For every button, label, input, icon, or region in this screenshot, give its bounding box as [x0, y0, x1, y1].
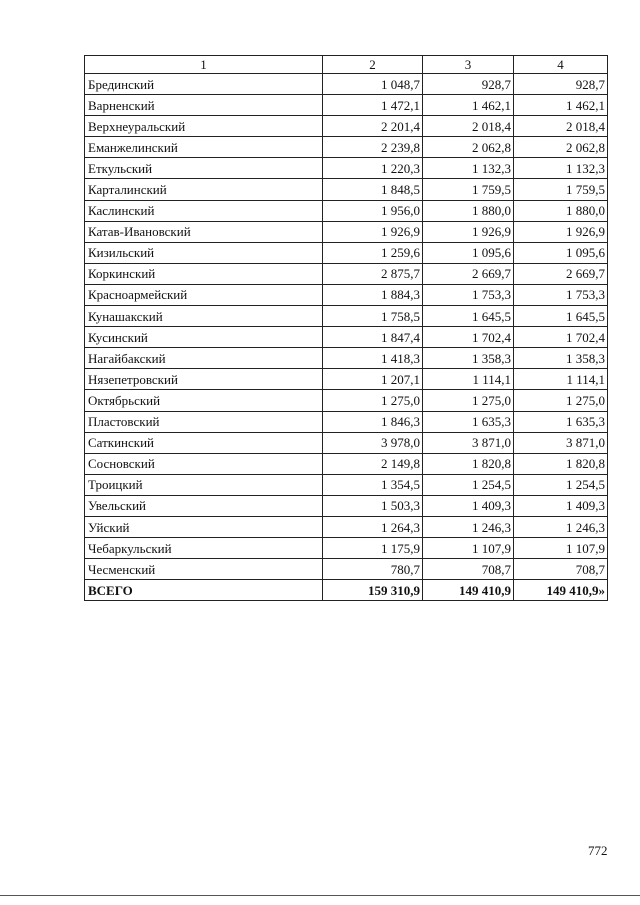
district-name-cell: Верхнеуральский: [85, 116, 323, 137]
value-cell: 780,7: [323, 559, 423, 580]
column-header: 4: [514, 56, 608, 74]
total-value-cell: 159 310,9: [323, 580, 423, 601]
column-header: 3: [423, 56, 514, 74]
value-cell: 1 759,5: [514, 179, 608, 200]
value-cell: 1 753,3: [423, 284, 514, 305]
value-cell: 3 871,0: [423, 432, 514, 453]
table-row: [85, 538, 608, 559]
value-cell: 1 926,9: [423, 221, 514, 242]
column-header: 2: [323, 56, 423, 74]
value-cell: 1 820,8: [514, 453, 608, 474]
value-cell: 1 107,9: [514, 538, 608, 559]
value-cell: 1 462,1: [423, 95, 514, 116]
value-cell: 1 635,3: [514, 411, 608, 432]
value-cell: 1 926,9: [323, 221, 423, 242]
value-cell: 1 759,5: [423, 179, 514, 200]
table-row: [85, 327, 608, 348]
value-cell: 1 472,1: [323, 95, 423, 116]
table-row: [85, 221, 608, 242]
value-cell: 1 645,5: [423, 306, 514, 327]
table-row: [85, 516, 608, 537]
value-cell: 3 871,0: [514, 432, 608, 453]
table-row: [85, 116, 608, 137]
value-cell: 1 095,6: [514, 242, 608, 263]
value-cell: 2 669,7: [514, 263, 608, 284]
table-row: [85, 95, 608, 116]
value-cell: 3 978,0: [323, 432, 423, 453]
district-name-cell: Пластовский: [85, 411, 323, 432]
table-row: [85, 495, 608, 516]
value-cell: 2 018,4: [514, 116, 608, 137]
value-cell: 1 095,6: [423, 242, 514, 263]
value-cell: 2 062,8: [514, 137, 608, 158]
table-row: [85, 158, 608, 179]
table-row: [85, 348, 608, 369]
district-name-cell: Коркинский: [85, 263, 323, 284]
district-name-cell: Варненский: [85, 95, 323, 116]
district-name-cell: Чебаркульский: [85, 538, 323, 559]
value-cell: 708,7: [423, 559, 514, 580]
value-cell: 1 702,4: [514, 327, 608, 348]
value-cell: 2 669,7: [423, 263, 514, 284]
table-body: [85, 74, 608, 601]
value-cell: 708,7: [514, 559, 608, 580]
table-row: [85, 284, 608, 305]
value-cell: 1 275,0: [514, 390, 608, 411]
table-row: [85, 242, 608, 263]
value-cell: 1 880,0: [514, 200, 608, 221]
value-cell: 928,7: [514, 74, 608, 95]
value-cell: 2 149,8: [323, 453, 423, 474]
district-name-cell: Октябрьский: [85, 390, 323, 411]
value-cell: 2 239,8: [323, 137, 423, 158]
value-cell: 1 848,5: [323, 179, 423, 200]
total-row: [85, 580, 608, 601]
total-value-cell: 149 410,9»: [514, 580, 608, 601]
value-cell: 1 820,8: [423, 453, 514, 474]
value-cell: 1 175,9: [323, 538, 423, 559]
value-cell: 1 409,3: [423, 495, 514, 516]
district-name-cell: Еманжелинский: [85, 137, 323, 158]
table-row: [85, 559, 608, 580]
table-row: [85, 390, 608, 411]
value-cell: 1 246,3: [423, 516, 514, 537]
column-header: 1: [85, 56, 323, 74]
district-name-cell: Уйский: [85, 516, 323, 537]
footer-rule: [0, 895, 640, 896]
table-row: [85, 306, 608, 327]
value-cell: 1 275,0: [423, 390, 514, 411]
value-cell: 1 926,9: [514, 221, 608, 242]
table-row: [85, 179, 608, 200]
value-cell: 1 462,1: [514, 95, 608, 116]
data-table: [84, 55, 608, 601]
value-cell: 1 132,3: [423, 158, 514, 179]
value-cell: 1 107,9: [423, 538, 514, 559]
table-row: [85, 474, 608, 495]
value-cell: 1 246,3: [514, 516, 608, 537]
page-number: 772: [588, 843, 608, 858]
value-cell: 2 018,4: [423, 116, 514, 137]
value-cell: 1 358,3: [423, 348, 514, 369]
value-cell: 2 062,8: [423, 137, 514, 158]
table-row: [85, 263, 608, 284]
district-name-cell: Брединский: [85, 74, 323, 95]
district-name-cell: Нязепетровский: [85, 369, 323, 390]
district-name-cell: Саткинский: [85, 432, 323, 453]
district-name-cell: Кунашакский: [85, 306, 323, 327]
value-cell: 1 702,4: [423, 327, 514, 348]
value-cell: 1 259,6: [323, 242, 423, 263]
district-name-cell: Троицкий: [85, 474, 323, 495]
table-row: [85, 453, 608, 474]
value-cell: 1 846,3: [323, 411, 423, 432]
value-cell: 1 358,3: [514, 348, 608, 369]
value-cell: 1 409,3: [514, 495, 608, 516]
table-row: [85, 411, 608, 432]
district-name-cell: Кусинский: [85, 327, 323, 348]
table-row: [85, 137, 608, 158]
district-name-cell: Катав-Ивановский: [85, 221, 323, 242]
value-cell: 1 956,0: [323, 200, 423, 221]
district-name-cell: Чесменский: [85, 559, 323, 580]
value-cell: 1 635,3: [423, 411, 514, 432]
value-cell: 2 201,4: [323, 116, 423, 137]
value-cell: 1 758,5: [323, 306, 423, 327]
value-cell: 1 645,5: [514, 306, 608, 327]
value-cell: 1 048,7: [323, 74, 423, 95]
total-value-cell: 149 410,9: [423, 580, 514, 601]
table-row: [85, 74, 608, 95]
value-cell: 1 880,0: [423, 200, 514, 221]
value-cell: 2 875,7: [323, 263, 423, 284]
value-cell: 1 254,5: [514, 474, 608, 495]
value-cell: 1 753,3: [514, 284, 608, 305]
table-row: [85, 200, 608, 221]
district-name-cell: Красноармейский: [85, 284, 323, 305]
value-cell: 1 114,1: [423, 369, 514, 390]
table-row: [85, 432, 608, 453]
value-cell: 1 254,5: [423, 474, 514, 495]
value-cell: 1 418,3: [323, 348, 423, 369]
table-row: [85, 369, 608, 390]
value-cell: 1 132,3: [514, 158, 608, 179]
value-cell: 1 264,3: [323, 516, 423, 537]
value-cell: 1 207,1: [323, 369, 423, 390]
value-cell: 1 503,3: [323, 495, 423, 516]
district-name-cell: Карталинский: [85, 179, 323, 200]
value-cell: 1 354,5: [323, 474, 423, 495]
value-cell: 1 275,0: [323, 390, 423, 411]
value-cell: 1 847,4: [323, 327, 423, 348]
district-name-cell: Кизильский: [85, 242, 323, 263]
district-name-cell: Увельский: [85, 495, 323, 516]
district-name-cell: Еткульский: [85, 158, 323, 179]
value-cell: 1 220,3: [323, 158, 423, 179]
value-cell: 1 884,3: [323, 284, 423, 305]
value-cell: 1 114,1: [514, 369, 608, 390]
district-name-cell: Сосновский: [85, 453, 323, 474]
header-row: [85, 56, 608, 74]
district-name-cell: Нагайбакский: [85, 348, 323, 369]
total-label-cell: ВСЕГО: [85, 580, 323, 601]
district-name-cell: Каслинский: [85, 200, 323, 221]
value-cell: 928,7: [423, 74, 514, 95]
